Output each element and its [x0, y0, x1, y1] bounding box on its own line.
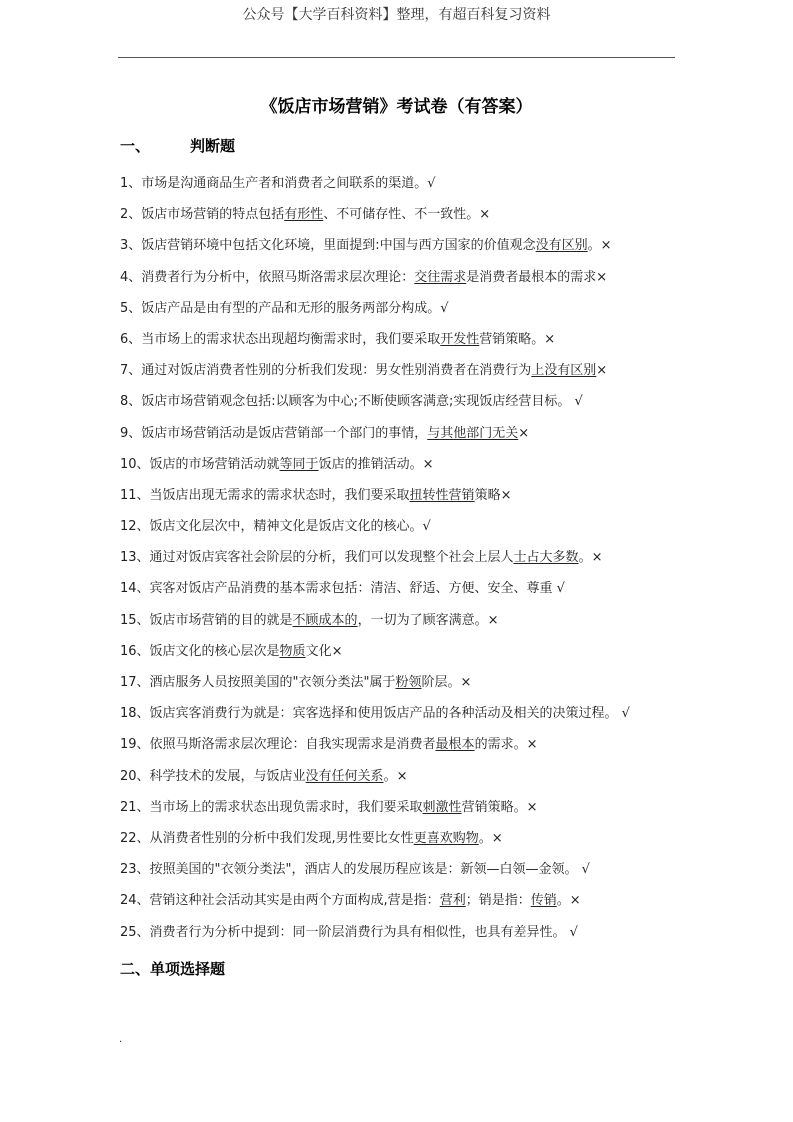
question-item [120, 829, 680, 860]
question-text: 23、按照美国的"衣领分类法"，酒店人的发展历程应该是：新领—白领—金领。 √ [120, 862, 590, 878]
section-number: 一、 [120, 137, 151, 155]
question-text: 8、饭店市场营销观念包括:以顾客为中心;不断使顾客满意;实现饭店经营目标。 √ [120, 394, 583, 410]
underlined-text: 士占大多数 [513, 550, 579, 566]
question-text: 。× [383, 768, 408, 784]
question-item [120, 517, 680, 548]
question-text: 21、当市场上的需求状态出现负需求时，我们要采取 [120, 799, 423, 815]
question-item [120, 767, 680, 798]
underlined-text: 没有任何关系 [305, 768, 384, 784]
question-text: 文化× [305, 643, 343, 659]
question-text: 阶层。× [421, 675, 472, 690]
question-item [120, 424, 680, 455]
underlined-text: 上没有区别 [531, 363, 597, 379]
question-item [120, 611, 680, 642]
footer-dot: . [119, 1034, 123, 1045]
question-item [120, 860, 680, 891]
question-item [120, 236, 680, 267]
question-text: ，一切为了顾客满意。× [357, 612, 499, 628]
question-item [120, 361, 680, 392]
underlined-text: 更喜欢购物 [413, 830, 479, 846]
question-text: 14、宾客对饭店产品消费的基本需求包括：清洁、舒适、方便、安全、尊重 √ [120, 581, 565, 597]
underlined-text: 物质 [279, 643, 306, 659]
question-text: 11、当饭店出现无需求的需求状态时，我们要采取 [120, 487, 410, 503]
question-text: 1、市场是沟通商品生产者和消费者之间联系的渠道。√ [120, 176, 436, 191]
question-item [120, 548, 680, 579]
question-item [120, 268, 680, 299]
underlined-text: 刺激性 [422, 799, 462, 815]
underlined-text: 传销 [530, 893, 557, 909]
question-item [120, 798, 680, 829]
question-text: ；销是指： [465, 893, 531, 909]
question-text: 13、通过对饭店宾客社会阶层的分析，我们可以发现整个社会上层人 [120, 550, 514, 566]
section-heading-true-false [120, 135, 235, 156]
question-text: 。× [556, 893, 581, 909]
question-text: 16、饭店文化的核心层次是 [120, 643, 280, 659]
underlined-text: 等同于 [279, 456, 319, 472]
underlined-text: 与其他部门无关 [427, 425, 519, 441]
question-item [120, 673, 680, 704]
question-text: 22、从消费者性别的分析中我们发现,男性要比女性 [120, 830, 414, 846]
question-text: 4、消费者行为分析中，依照马斯洛需求层次理论： [120, 269, 415, 285]
underlined-text: 没有区别 [535, 238, 588, 254]
question-item [120, 299, 680, 330]
question-text: 。× [478, 830, 503, 846]
question-item [120, 455, 680, 486]
question-text: 24、营销这种社会活动其实是由两个方面构成,营是指： [120, 893, 440, 909]
question-text: 饭店的推销活动。× [318, 456, 434, 472]
question-text: 、不可储存性、不一致性。× [323, 207, 491, 223]
question-text: 。× [587, 238, 612, 254]
question-text: 。× [578, 550, 603, 566]
underlined-text: 开发性 [440, 331, 480, 347]
question-text: 15、饭店市场营销的目的就是 [120, 612, 293, 628]
section-label: 判断题 [190, 137, 236, 155]
question-text: 是消费者最根本的需求× [466, 269, 608, 285]
question-text: 18、饭店宾客消费行为就是：宾客选择和使用饭店产品的各种活动及相关的决策过程。 √ [120, 706, 630, 722]
question-text: × [596, 363, 608, 379]
question-text: 3、饭店营销环境中包括文化环境，里面提到:中国与西方国家的价值观念 [120, 238, 536, 254]
question-text: 10、饭店的市场营销活动就 [120, 456, 280, 472]
question-item [120, 891, 680, 922]
question-text: 5、饭店产品是由有型的产品和无形的服务两部分构成。√ [120, 300, 449, 316]
question-item [120, 735, 680, 766]
question-text: 12、饭店文化层次中，精神文化是饭店文化的核心。√ [120, 519, 431, 535]
question-text: 19、依照马斯洛需求层次理论：自我实现需求是消费者 [120, 737, 436, 753]
header-rule [118, 57, 675, 58]
underlined-text: 交往需求 [414, 269, 467, 285]
question-item [120, 330, 680, 361]
page-title: 《饭店市场营销》考试卷（有答案） [260, 97, 533, 117]
underlined-text: 扭转性营销 [409, 487, 475, 503]
question-text: 9、饭店市场营销活动是饭店营销部一个部门的事情， [120, 425, 428, 441]
underlined-text: 不顾成本的 [292, 612, 358, 628]
question-text: × [518, 425, 530, 441]
question-text: 策略× [474, 487, 512, 503]
underlined-text: 营利 [439, 893, 466, 909]
question-text: 7、通过对饭店消费者性别的分析我们发现：男女性别消费者在消费行为 [120, 363, 532, 379]
underlined-text: 粉领 [395, 675, 422, 690]
question-item [120, 486, 680, 517]
question-item [120, 392, 680, 423]
underlined-text: 有形性 [284, 207, 324, 223]
question-item [120, 205, 680, 236]
question-text: 营销策略。× [461, 799, 538, 815]
question-text: 2、饭店市场营销的特点包括 [120, 207, 285, 223]
question-text: 17、酒店服务人员按照美国的"衣领分类法"属于 [120, 675, 396, 690]
question-item [120, 923, 680, 954]
question-list [120, 174, 680, 954]
question-item [120, 579, 680, 610]
underlined-text: 最根本 [435, 737, 475, 753]
question-item [120, 174, 680, 205]
question-text: 25、消费者行为分析中提到：同一阶层消费行为具有相似性，也具有差异性。 √ [120, 924, 578, 940]
page-header: 公众号【大学百科资料】整理，有超百科复习资料 [242, 7, 551, 23]
question-item [120, 704, 680, 735]
section-heading-single-choice: 二、单项选择题 [120, 960, 226, 978]
question-text: 6、当市场上的需求状态出现超均衡需求时，我们要采取 [120, 331, 441, 347]
question-item [120, 642, 680, 673]
question-text: 20、科学技术的发展，与饭店业 [120, 768, 306, 784]
question-text: 的需求。× [474, 737, 538, 753]
question-text: 营销策略。× [479, 331, 556, 347]
